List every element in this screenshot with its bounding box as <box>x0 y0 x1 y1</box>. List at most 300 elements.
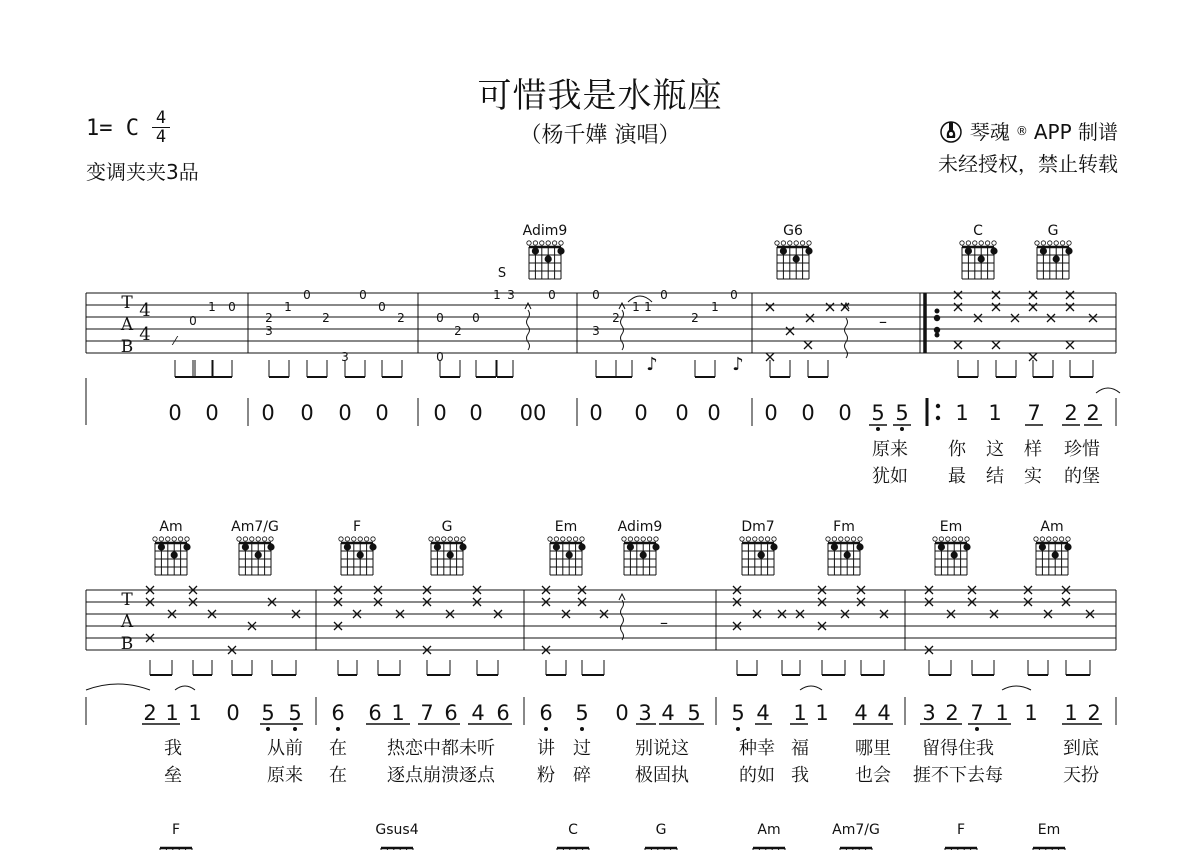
lyric-line2: 的如 <box>739 765 775 786</box>
chord-finger-dot <box>545 255 552 262</box>
open-string-marker <box>1034 537 1038 541</box>
chord-finger-dot <box>793 255 800 262</box>
open-string-marker <box>939 537 943 541</box>
slur-arc <box>86 684 150 690</box>
slur-arc <box>1096 388 1120 393</box>
tab-x-note <box>992 341 1000 349</box>
chord-finger-dot <box>805 247 812 254</box>
open-string-marker <box>1048 241 1052 245</box>
chord-name: Am7/G <box>832 822 880 838</box>
lyric-line1: 从前 <box>267 738 303 759</box>
tab-fret-number: 3 <box>341 350 349 364</box>
numbered-note: 1 <box>793 701 807 725</box>
chord-diagram <box>548 537 586 575</box>
tab-x-note <box>1047 314 1055 322</box>
open-string-marker <box>243 537 247 541</box>
open-string-marker <box>647 537 651 541</box>
lyric-line1: 留得住我 <box>922 738 994 759</box>
chord-diagram <box>1035 241 1073 279</box>
numbered-note: 1 <box>995 701 1009 725</box>
chord-finger-dot <box>990 247 997 254</box>
numbered-note: 0 <box>838 401 852 425</box>
numbered-repeat-dot <box>936 416 940 420</box>
numbered-note: 2 <box>945 701 959 725</box>
open-string-marker <box>753 537 757 541</box>
chord-name: Dm7 <box>741 519 775 535</box>
chord-finger-dot <box>844 551 851 558</box>
lyric-line2: 逐点崩溃逐点 <box>387 765 495 786</box>
tab-fret-number: 1 <box>284 300 292 314</box>
chord-finger-dot <box>447 551 454 558</box>
strum-arrow <box>621 600 624 640</box>
numbered-note: 7 <box>970 701 984 725</box>
chord-name: F <box>171 822 181 838</box>
open-string-marker <box>345 537 349 541</box>
tab-x-note <box>1029 303 1037 311</box>
open-string-marker <box>461 537 465 541</box>
chord-finger-dot <box>1065 247 1072 254</box>
chord-finger-dot <box>1053 255 1060 262</box>
chord-diagram <box>622 537 660 575</box>
lyric-line2: 极固执 <box>635 765 689 786</box>
lyric-line1: 原来 <box>872 439 908 460</box>
numbered-note: 3 <box>638 701 652 725</box>
chord-name: Am <box>159 519 183 535</box>
open-string-marker <box>781 241 785 245</box>
numbered-note: 1 <box>391 701 405 725</box>
chord-diagram <box>1034 537 1072 575</box>
lyric-line1: 别说这 <box>635 738 689 759</box>
tab-clef-letter: B <box>120 634 134 654</box>
lyric-line1: 你 <box>948 439 966 460</box>
segno-sign: S <box>497 266 507 281</box>
chord-name: Am7/G <box>231 519 279 535</box>
open-string-marker <box>352 537 356 541</box>
staff-time-bottom: 4 <box>139 324 151 345</box>
tab-x-note <box>806 314 814 322</box>
numbered-note: 1 <box>1024 701 1038 725</box>
tab-fret-number: 0 <box>592 288 600 302</box>
open-string-marker <box>153 537 157 541</box>
tab-fret-number: 0 <box>359 288 367 302</box>
chord-finger-dot <box>553 543 560 550</box>
chord-finger-dot <box>627 543 634 550</box>
numbered-note: 0 <box>801 401 815 425</box>
numbered-note: 0 <box>469 401 483 425</box>
numbered-note: 2 <box>143 701 157 725</box>
chord-diagram <box>960 241 998 279</box>
chord-finger-dot <box>369 543 376 550</box>
numbered-note: 5 <box>731 701 745 725</box>
chord-finger-dot <box>652 543 659 550</box>
tab-x-note <box>1066 341 1074 349</box>
open-string-marker <box>554 537 558 541</box>
chord-finger-dot <box>242 543 249 550</box>
numbered-note: 4 <box>854 701 868 725</box>
chord-finger-dot <box>171 551 178 558</box>
tie-arc <box>1002 686 1031 690</box>
numbered-note: 0 <box>300 401 314 425</box>
chord-diagram <box>933 537 971 575</box>
numbered-note: 0 <box>634 401 648 425</box>
chord-finger-dot <box>158 543 165 550</box>
chord-diagram <box>237 537 275 575</box>
open-string-marker <box>765 537 769 541</box>
lyric-line1: 讲 <box>537 738 555 759</box>
open-string-marker <box>548 537 552 541</box>
tab-note-dot <box>934 327 940 333</box>
numbered-note: 5 <box>687 701 701 725</box>
open-string-marker <box>800 241 804 245</box>
numbered-note: 6 <box>368 701 382 725</box>
tab-x-note <box>1089 314 1097 322</box>
tab-fret-number: 1 <box>208 300 216 314</box>
repeat-dot <box>935 333 940 338</box>
chord-name: C <box>973 223 983 239</box>
tab-x-note <box>1029 291 1037 299</box>
chord-finger-dot <box>557 247 564 254</box>
chord-finger-dot <box>578 543 585 550</box>
lower-octave-dot <box>293 727 297 731</box>
chord-diagram <box>429 537 467 575</box>
chord-finger-dot <box>344 543 351 550</box>
brand-suffix: APP 制谱 <box>1033 120 1118 144</box>
numbered-note: 7 <box>1027 401 1041 425</box>
tab-fret-number: 3 <box>592 324 600 338</box>
open-string-marker <box>442 537 446 541</box>
chord-diagram <box>339 537 377 575</box>
repeat-dot <box>935 309 940 314</box>
tab-x-note <box>826 303 834 311</box>
tab-fret-number: 2 <box>612 311 620 325</box>
open-string-marker <box>527 241 531 245</box>
strum-arrow-head <box>619 594 625 600</box>
numbered-note: 2 <box>1064 401 1078 425</box>
numbered-note: 0 <box>433 401 447 425</box>
open-string-marker <box>946 537 950 541</box>
chord-finger-dot <box>434 543 441 550</box>
tab-fret-number: 0 <box>378 300 386 314</box>
open-string-marker <box>992 241 996 245</box>
chord-finger-dot <box>951 551 958 558</box>
chord-finger-dot <box>1039 543 1046 550</box>
tab-fret-number: 2 <box>397 311 405 325</box>
tab-fret-number: 0 <box>303 288 311 302</box>
open-string-marker <box>371 537 375 541</box>
chord-name: Em <box>1037 822 1061 838</box>
lyric-line1: 到底 <box>1063 738 1099 759</box>
tab-x-note <box>954 303 962 311</box>
tab-x-note <box>992 291 1000 299</box>
tab-x-note <box>1066 303 1074 311</box>
lyric-line2: 在 <box>329 765 347 786</box>
chord-name: G6 <box>783 223 803 239</box>
chord-name: Fm <box>833 519 855 535</box>
staff-time-top: 4 <box>139 300 151 321</box>
chord-finger-dot <box>183 543 190 550</box>
tab-fret-number: 0 <box>436 311 444 325</box>
numbered-note: 4 <box>471 701 485 725</box>
chord-finger-dot <box>1052 551 1059 558</box>
tab-clef-letter: T <box>121 590 133 610</box>
tab-x-note <box>992 303 1000 311</box>
chord-name: Adim9 <box>522 223 568 239</box>
chord-finger-dot <box>963 543 970 550</box>
numbered-note: 5 <box>895 401 909 425</box>
chord-finger-dot <box>938 543 945 550</box>
tab-fret-number: 1 <box>493 288 501 302</box>
rest-mark: – <box>660 613 668 632</box>
tab-fret-number: 0 <box>730 288 738 302</box>
open-string-marker <box>979 241 983 245</box>
open-string-marker <box>552 241 556 245</box>
lyric-line1: 我 <box>164 738 182 759</box>
chord-finger-dot <box>640 551 647 558</box>
chord-diagram <box>153 537 191 575</box>
numbered-note: 00 <box>519 401 547 425</box>
chord-name: Em <box>554 519 578 535</box>
tab-fret-number: 3 <box>507 288 515 302</box>
chord-diagram <box>740 537 778 575</box>
lyric-line2: 垒 <box>164 765 182 786</box>
numbered-note: 0 <box>707 401 721 425</box>
tab-x-note <box>954 291 962 299</box>
open-string-marker <box>746 537 750 541</box>
tab-x-note <box>1029 353 1037 361</box>
strum-arrow <box>845 318 848 358</box>
numbered-note: 5 <box>288 701 302 725</box>
numbered-note: 0 <box>168 401 182 425</box>
chord-diagram <box>826 537 864 575</box>
strum-arrow-head <box>525 303 531 309</box>
open-string-marker <box>448 537 452 541</box>
chord-finger-dot <box>780 247 787 254</box>
open-string-marker <box>561 537 565 541</box>
open-string-marker <box>358 537 362 541</box>
lyric-line2: 粉 <box>537 765 555 786</box>
tab-x-note <box>974 314 982 322</box>
open-string-marker <box>622 537 626 541</box>
chord-diagram <box>775 241 813 279</box>
open-string-marker <box>1066 537 1070 541</box>
chord-finger-dot <box>459 543 466 550</box>
open-string-marker <box>641 537 645 541</box>
open-string-marker <box>960 241 964 245</box>
lyric-line1: 热恋中都未听 <box>387 738 495 759</box>
open-string-marker <box>845 537 849 541</box>
tab-clef-letter: A <box>120 315 134 335</box>
numbered-note: 0 <box>226 701 240 725</box>
open-string-marker <box>256 537 260 541</box>
open-string-marker <box>540 241 544 245</box>
chord-finger-dot <box>357 551 364 558</box>
lyric-line1: 过 <box>573 738 591 759</box>
chord-name: G <box>441 519 453 535</box>
open-string-marker <box>654 537 658 541</box>
numbered-note: 6 <box>496 701 510 725</box>
tab-fret-number: 1 <box>644 300 652 314</box>
open-string-marker <box>185 537 189 541</box>
tab-x-note <box>1066 291 1074 299</box>
chord-finger-dot <box>255 551 262 558</box>
open-string-marker <box>807 241 811 245</box>
open-string-marker <box>339 537 343 541</box>
lyric-line1: 珍惜 <box>1064 439 1100 460</box>
capo-note: 变调夹夹3品 <box>86 160 199 184</box>
open-string-marker <box>172 537 176 541</box>
open-string-marker <box>262 537 266 541</box>
time-sig-bottom: 4 <box>155 127 167 147</box>
open-string-marker <box>559 241 563 245</box>
tab-fret-number: 0 <box>189 314 197 328</box>
tab-fret-number: 0 <box>660 288 668 302</box>
strum-arrow <box>621 310 624 350</box>
lyric-line2: 犹如 <box>872 466 908 487</box>
chord-finger-dot <box>532 247 539 254</box>
tab-x-note <box>1011 314 1019 322</box>
open-string-marker <box>1047 537 1051 541</box>
eighth-flag: ♪ <box>646 354 658 375</box>
lyric-line1: 在 <box>329 738 347 759</box>
tab-fret-number: 2 <box>322 311 330 325</box>
numbered-note: 0 <box>615 701 629 725</box>
numbered-note: 5 <box>575 701 589 725</box>
open-string-marker <box>1040 537 1044 541</box>
open-string-marker <box>1041 241 1045 245</box>
tab-x-note <box>766 303 774 311</box>
lyric-line1: 这 <box>986 439 1004 460</box>
chord-name: Em <box>939 519 963 535</box>
numbered-note: 2 <box>1087 701 1101 725</box>
open-string-marker <box>166 537 170 541</box>
open-string-marker <box>794 241 798 245</box>
tab-clef-letter: T <box>121 293 133 313</box>
open-string-marker <box>965 537 969 541</box>
chord-name: Adim9 <box>617 519 663 535</box>
chord-finger-dot <box>965 247 972 254</box>
lyric-line1: 样 <box>1024 439 1042 460</box>
lower-octave-dot <box>975 727 979 731</box>
numbered-repeat-dot <box>936 404 940 408</box>
numbered-note: 1 <box>988 401 1002 425</box>
open-string-marker <box>250 537 254 541</box>
open-string-marker <box>237 537 241 541</box>
open-string-marker <box>269 537 273 541</box>
tab-fret-number: 3 <box>265 324 273 338</box>
numbered-note: 0 <box>205 401 219 425</box>
numbered-note: 0 <box>675 401 689 425</box>
chord-name: G <box>655 822 667 838</box>
open-string-marker <box>1035 241 1039 245</box>
open-string-marker <box>826 537 830 541</box>
tie-arc <box>800 686 822 690</box>
numbered-note: 1 <box>955 401 969 425</box>
open-string-marker <box>546 241 550 245</box>
chord-finger-dot <box>856 543 863 550</box>
lower-octave-dot <box>876 427 880 431</box>
open-string-marker <box>159 537 163 541</box>
open-string-marker <box>567 537 571 541</box>
open-string-marker <box>759 537 763 541</box>
chord-finger-dot <box>978 255 985 262</box>
tie-arc <box>175 686 195 690</box>
numbered-note: 2 <box>1086 401 1100 425</box>
open-string-marker <box>772 537 776 541</box>
tab-x-note <box>766 353 774 361</box>
tab-fret-number: 1 <box>711 300 719 314</box>
lyric-line1: 福 <box>791 738 809 759</box>
chord-diagram <box>527 241 565 279</box>
chord-name: G <box>1047 223 1059 239</box>
open-string-marker <box>178 537 182 541</box>
open-string-marker <box>985 241 989 245</box>
chord-name: Am <box>1040 519 1064 535</box>
chord-finger-dot <box>267 543 274 550</box>
strum-arrow-head <box>619 303 625 309</box>
tab-fret-number: 2 <box>691 311 699 325</box>
tab-fret-number: 0 <box>436 350 444 364</box>
brand-name: 琴魂 <box>969 120 1010 144</box>
tab-clef-letter: B <box>120 337 134 357</box>
numbered-note: 4 <box>661 701 675 725</box>
chord-finger-dot <box>831 543 838 550</box>
lyric-line2: 碎 <box>573 765 591 786</box>
open-string-marker <box>952 537 956 541</box>
lyric-line2: 最 <box>948 466 966 487</box>
open-string-marker <box>832 537 836 541</box>
numbered-note: 6 <box>444 701 458 725</box>
open-string-marker <box>429 537 433 541</box>
tab-clef-letter: A <box>120 612 134 632</box>
open-string-marker <box>533 241 537 245</box>
copyright-notice: 未经授权，禁止转载 <box>938 152 1118 176</box>
eighth-flag: ♪ <box>732 354 744 375</box>
open-string-marker <box>973 241 977 245</box>
open-string-marker <box>958 537 962 541</box>
chord-finger-dot <box>1064 543 1071 550</box>
open-string-marker <box>635 537 639 541</box>
chord-name: Am <box>757 822 781 838</box>
chord-finger-dot <box>770 543 777 550</box>
lyric-line2: 实 <box>1024 466 1042 487</box>
open-string-marker <box>858 537 862 541</box>
open-string-marker <box>435 537 439 541</box>
lyric-line1: 哪里 <box>855 738 891 759</box>
numbered-note: 6 <box>539 701 553 725</box>
tab-fret-number: 0 <box>228 300 236 314</box>
lyric-line2: 我 <box>791 765 809 786</box>
open-string-marker <box>740 537 744 541</box>
open-string-marker <box>851 537 855 541</box>
numbered-note: 1 <box>1064 701 1078 725</box>
tab-note-dot <box>934 315 940 321</box>
lyric-line2: 的堡 <box>1064 466 1100 487</box>
lyric-line2: 原来 <box>267 765 303 786</box>
open-string-marker <box>1059 537 1063 541</box>
numbered-note: 5 <box>871 401 885 425</box>
numbered-note: 6 <box>331 701 345 725</box>
chord-name: Gsus4 <box>375 822 419 838</box>
open-string-marker <box>788 241 792 245</box>
open-string-marker <box>364 537 368 541</box>
open-string-marker <box>1053 537 1057 541</box>
open-string-marker <box>966 241 970 245</box>
lower-octave-dot <box>266 727 270 731</box>
open-string-marker <box>933 537 937 541</box>
chord-name: F <box>956 822 966 838</box>
lower-octave-dot <box>580 727 584 731</box>
lower-octave-dot <box>900 427 904 431</box>
